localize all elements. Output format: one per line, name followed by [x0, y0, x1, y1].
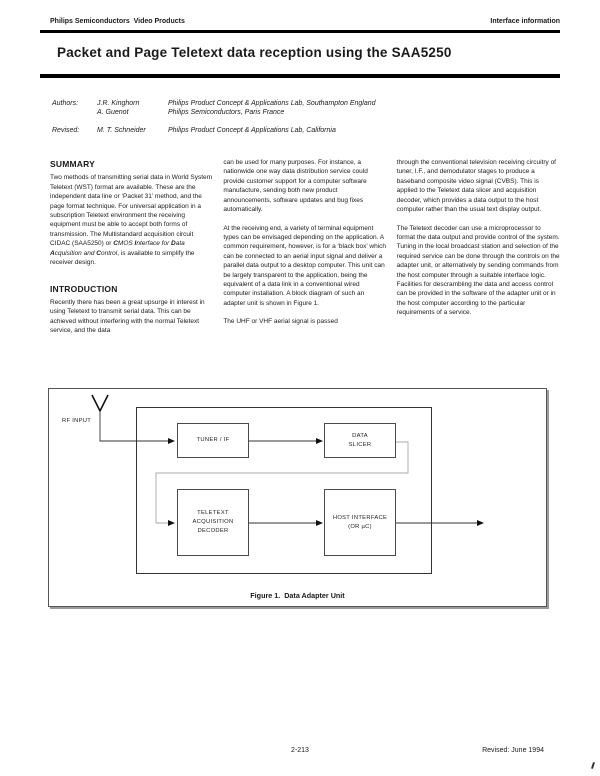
body-paragraph: The UHF or VHF aerial signal is passed: [223, 318, 338, 326]
author-name: J.R. Kinghorn: [97, 100, 140, 107]
antenna-icon: [92, 395, 108, 411]
header-left-text: Philips Semiconductors Video Products: [50, 18, 185, 25]
column-1: [50, 158, 213, 345]
tuner-if-box: [177, 423, 249, 458]
box-label-line: TUNER / IF: [196, 437, 230, 444]
box-label-line: (OR µC): [348, 523, 372, 530]
header-right-text: Interface information: [490, 18, 560, 25]
authors-label: Authors:: [52, 100, 79, 107]
author-affiliation: Philips Semiconductors, Paris France: [168, 109, 285, 116]
summary-heading: SUMMARY: [50, 159, 95, 169]
authors-block: [52, 100, 376, 134]
page-number: 2-213: [291, 747, 309, 754]
header-rule: [40, 30, 560, 33]
rf-input-label: RF INPUT: [62, 418, 92, 424]
author-affiliation: Philips Product Concept & Applications Lab, Southampton England: [168, 100, 376, 107]
body-paragraph: At the receiving end, a variety of terminal equipment types can be envisaged depending on the application. A common requirement, however, is for a ‘black box’ which can be connected to an aerial input signal and deliver a parallel data output to a desktop computer. This unit can be largely transparent to the application, being the equivalent of a data link in a conventional wired computer installation. A block diagram of such an adapter unit is shown in Figure 1.: [223, 224, 387, 307]
body-columns: [50, 158, 560, 345]
title-rule: [40, 74, 560, 78]
data-slicer-box: [324, 423, 396, 458]
column-3: [397, 158, 560, 345]
column-2: [223, 158, 386, 345]
revised-label: Revised:: [52, 127, 80, 134]
introduction-heading: INTRODUCTION: [50, 283, 118, 294]
figure-1-frame: [48, 388, 547, 607]
author-name: A. Guenot: [97, 109, 129, 116]
body-paragraph: through the conventional television receiving circuitry of tuner, I.F., and demodulator stages to produce a baseband composite video signal (CVBS). This is applied to the Teletext data slicer and acquisition decoder, which provides a data output to the host computer rather than the usual text display output.: [396, 159, 556, 214]
body-paragraph: can be used for many purposes. For instance, a nationwide one way data distribution service could provide customer support for a computer software manufacture, sending both new product announcements, software updates and bug fixes automatically.: [223, 159, 368, 214]
page-title: Packet and Page Teletext data reception using the SAA5250: [57, 45, 452, 60]
teletext-acquisition-decoder-box: [177, 489, 249, 556]
page-header: [50, 18, 560, 25]
revised-name: M. T. Schneider: [97, 127, 146, 134]
host-interface-box: [324, 489, 396, 556]
arrowhead: [477, 520, 484, 526]
figure-caption: Figure 1. Data Adapter Unit: [250, 591, 345, 600]
introduction-paragraph: Recently there has been a great upsurge in interest in using Teletext to transmit serial data. This can be achieved without interfering with the normal Teletext service, and the data: [50, 298, 205, 335]
box-label-line: ACQUISITION: [192, 519, 234, 526]
spacer: [52, 109, 97, 116]
authors-grid: [52, 100, 376, 116]
box-label-line: HOST INTERFACE: [332, 514, 388, 521]
box-label-line: TELETEXT: [197, 510, 229, 517]
box-label-line: SLICER: [348, 441, 372, 448]
footer-revised-date: Revised: June 1994: [482, 747, 544, 754]
scan-artifact: [591, 762, 595, 769]
revised-grid: [52, 127, 376, 134]
box-label-line: DATA: [352, 432, 368, 439]
body-paragraph: The Teletext decoder can use a microprocessor to format the data output and provide control of the system. Tuning in the local broadcast station and selection of the required service can be done through the controls on the adapter unit, or alternatively by sending commands from the host computer through a suitable interface logic. Facilities for descrambling the data and access control can be provided in the software of the adapter unit or in the host computer according to the particular requirements of a service.: [396, 224, 560, 317]
revised-affiliation: Philips Product Concept & Applications Lab, California: [168, 127, 336, 134]
summary-paragraph: Two methods of transmitting serial data in World System Teletext (WST) format are available. These are the independent data line or ‘Packet 31’ method, and the page format technique. For universal application in a subscription Teletext environment the receiving equipment must be able to accept both forms of transmission. The Multistandard acquisition circuit CIDAC (SAA5250) or CMOS Interface for Data Acquisition and Control, is available to simplify the receiver design.: [50, 174, 213, 267]
box-label-line: DECODER: [197, 527, 229, 534]
